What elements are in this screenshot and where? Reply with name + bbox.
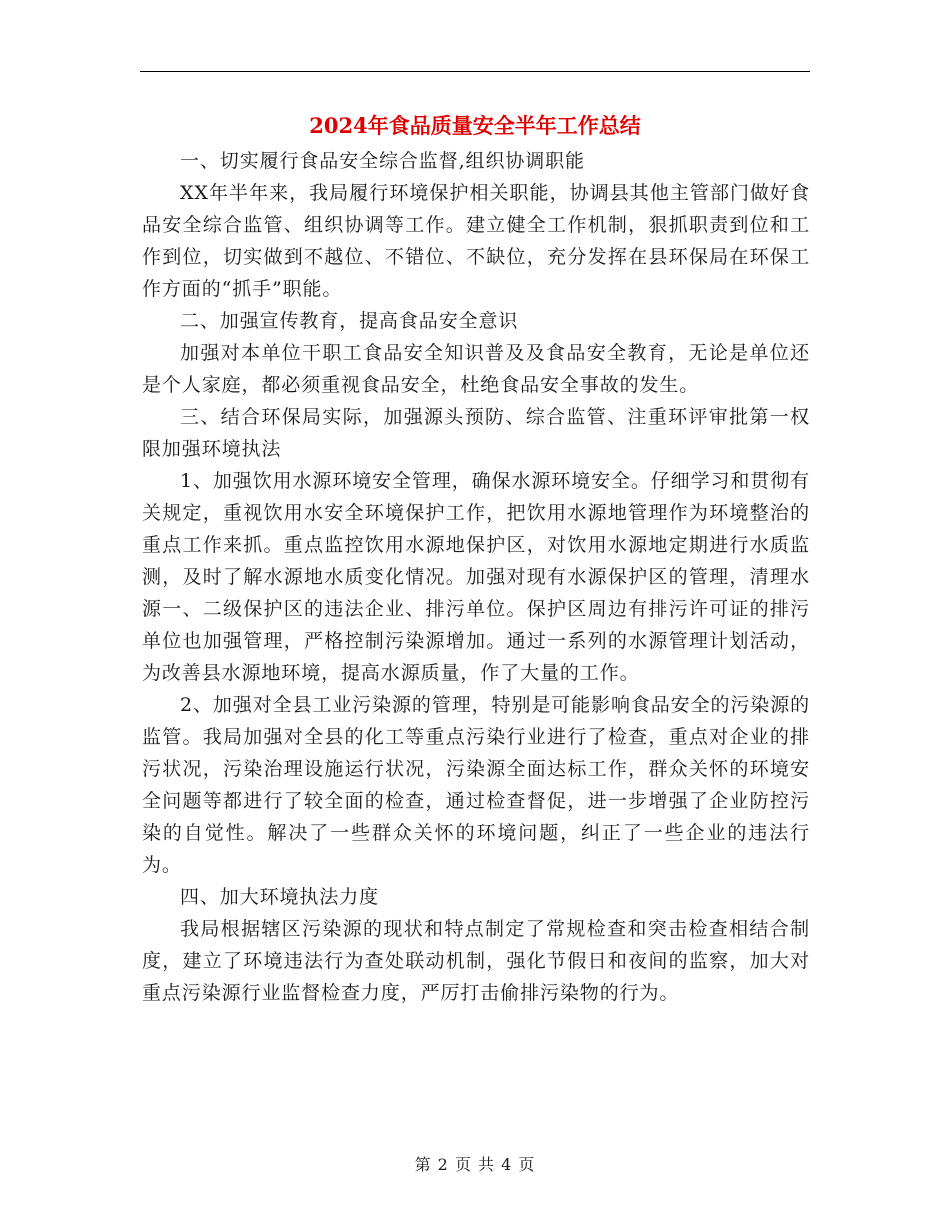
- paragraph: 2、加强对全县工业污染源的管理，特别是可能影响食品安全的污染源的监管。我局加强对全县的化工等重点污染行业进行了检查，重点对企业的排污状况，污染治理设施运行状况，污染源全面达标工作，群众关怀的环境安全问题等都进行了较全面的检查，通过检查督促，进一步增强了企业防控污染的自觉性。解决了一些群众关怀的环境问题，纠正了一些企业的违法行为。: [142, 694, 810, 876]
- section-heading: 一、切实履行食品安全综合监督,组织协调职能: [180, 150, 585, 172]
- paragraph: XX年半年来，我局履行环境保护相关职能，协调县其他主管部门做好食品安全综合监管、组织协调等工作。建立健全工作机制，狠抓职责到位和工作到位，切实做到不越位、不错位、不缺位，充分发挥在县环保局在环保工作方面的“抓手”职能。: [142, 182, 810, 300]
- page-number: 第 2 页 共 4 页: [414, 1155, 536, 1174]
- document-body: [142, 145, 810, 1009]
- paragraph: 加强对本单位干职工食品安全知识普及及食品安全教育，无论是单位还是个人家庭，都必须重视食品安全，杜绝食品安全事故的发生。: [142, 342, 810, 396]
- document-title: 2024年食品质量安全半年工作总结: [309, 113, 641, 138]
- page-footer: [0, 1153, 950, 1177]
- header-rule: [140, 71, 810, 72]
- section-heading: 四、加大环境执法力度: [180, 886, 380, 908]
- paragraph: 1、加强饮用水源环境安全管理，确保水源环境安全。仔细学习和贯彻有关规定，重视饮用水安全环境保护工作，把饮用水源地管理作为环境整治的重点工作来抓。重点监控饮用水源地保护区，对饮用水源地定期进行水质监测，及时了解水源地水质变化情况。加强对现有水源保护区的管理，清理水源一、二级保护区的违法企业、排污单位。保护区周边有排污许可证的排污单位也加强管理，严格控制污染源增加。通过一系列的水源管理计划活动，为改善县水源地环境，提高水源质量，作了大量的工作。: [142, 470, 810, 684]
- paragraph: 我局根据辖区污染源的现状和特点制定了常规检查和突击检查相结合制度，建立了环境违法行为查处联动机制，强化节假日和夜间的监察，加大对重点污染源行业监督检查力度，严厉打击偷排污染物的行为。: [142, 918, 810, 1004]
- section-heading: 三、结合环保局实际，加强源头预防、综合监管、注重环评审批第一权限加强环境执法: [142, 406, 810, 460]
- section-heading: 二、加强宣传教育，提高食品安全意识: [180, 310, 519, 332]
